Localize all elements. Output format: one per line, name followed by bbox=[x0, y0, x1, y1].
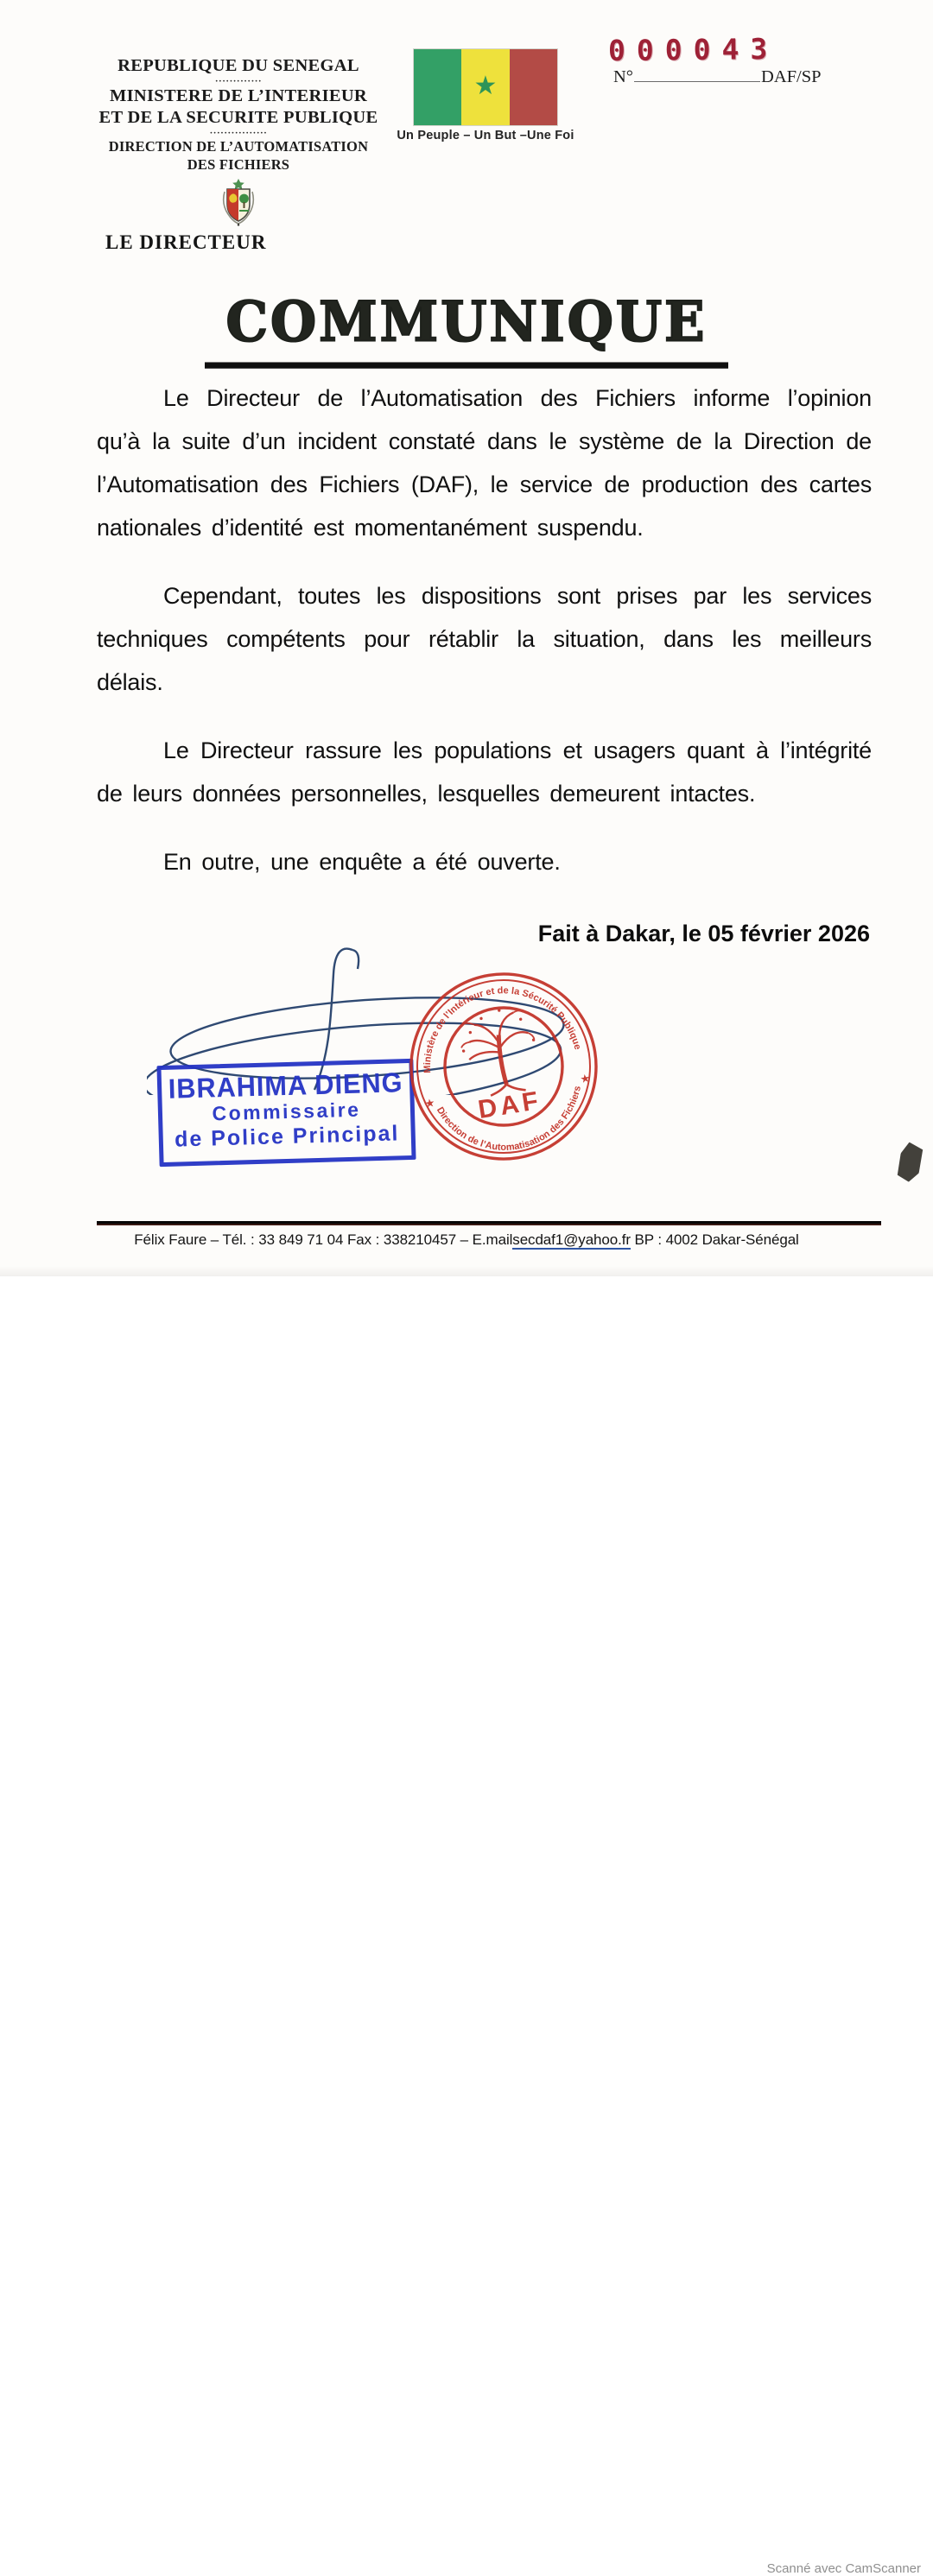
footer-text-before-email: Félix Faure – Tél. : 33 849 71 04 Fax : 338210457 – E.mail bbox=[134, 1231, 513, 1248]
document-title-wrap bbox=[0, 292, 933, 367]
letter-body bbox=[97, 377, 872, 947]
body-paragraph: En outre, une enquête a été ouverte. bbox=[163, 849, 561, 875]
document-title: COMMUNIQUE bbox=[205, 290, 727, 368]
round-stamp-arc-top: Ministère de l’Intérieur et de la Sécurité Publique bbox=[422, 985, 583, 1073]
footer-email-link[interactable]: secdaf1@yahoo.fr bbox=[512, 1231, 631, 1248]
senegal-flag-icon bbox=[414, 49, 557, 125]
scan-bottom-shadow bbox=[0, 1266, 933, 1276]
body-paragraph: Le Directeur rassure les populations et usagers quant à l’intégrité de leurs données personnelles, lesquelles demeurent intactes. bbox=[97, 737, 872, 807]
letterhead-org-block bbox=[65, 55, 412, 231]
footer-contact-line bbox=[0, 1231, 933, 1249]
body-paragraph: Le Directeur de l’Automatisation des Fichiers informe l’opinion qu’à la suite d’un incident constaté dans le système de la Direction de l’Automatisation des Fichiers (DAF), le service de production des cartes nationales d’identité est momentanément suspendu. bbox=[97, 385, 872, 541]
scan-smudge-artifact bbox=[893, 1141, 927, 1184]
camscanner-watermark: Scanné avec CamScanner bbox=[766, 2561, 921, 2576]
flag-yellow-band bbox=[461, 49, 509, 125]
coat-of-arms-icon bbox=[65, 178, 412, 231]
officer-name-stamp bbox=[156, 1059, 416, 1167]
dotted-separator: ················ bbox=[209, 128, 268, 138]
direction-line-2: DES FICHIERS bbox=[187, 156, 290, 173]
flag-star-icon: ★ bbox=[473, 71, 498, 100]
reference-number-line bbox=[613, 67, 822, 87]
serial-number-stamp: 000043 bbox=[607, 31, 779, 68]
officer-name: IBRAHIMA DIENG bbox=[168, 1066, 403, 1104]
round-stamp-arc-bottom: Direction de l’Automatisation des Fichiers bbox=[434, 1085, 583, 1153]
round-stamp-star-right: ★ bbox=[579, 1071, 592, 1086]
dotted-separator: ············· bbox=[214, 76, 263, 86]
reference-suffix: DAF/SP bbox=[761, 67, 822, 86]
direction-line-1: DIRECTION DE L’AUTOMATISATION bbox=[108, 138, 369, 155]
reference-prefix: N° bbox=[613, 67, 634, 86]
svg-text:Ministère de l’Intérieur et de bbox=[411, 974, 583, 1075]
officer-title-line-2: de Police Principal bbox=[174, 1121, 400, 1152]
footer-text-after-email: BP : 4002 Dakar-Sénégal bbox=[630, 1231, 799, 1248]
scanner-footer-band bbox=[0, 1276, 933, 2576]
ministry-line-2: ET DE LA SECURITE PUBLIQUE bbox=[98, 108, 378, 127]
footer-divider bbox=[97, 1221, 881, 1225]
dateline: Fait à Dakar, le 05 février 2026 bbox=[537, 921, 870, 946]
flag-motto: Un Peuple – Un But –Une Foi bbox=[397, 129, 574, 142]
blank-number-rule bbox=[634, 68, 760, 82]
republic-line: REPUBLIQUE DU SENEGAL bbox=[117, 56, 359, 75]
body-paragraph: Cependant, toutes les dispositions sont prises par les services techniques compétents pour rétablir la situation, dans les meilleurs délais. bbox=[97, 583, 872, 695]
flag-red-band bbox=[510, 49, 557, 125]
director-heading: LE DIRECTEUR bbox=[105, 231, 267, 253]
round-stamp-center-label: DAF bbox=[476, 1085, 544, 1124]
ministry-line-1: MINISTERE DE L’INTERIEUR bbox=[109, 86, 368, 105]
officer-title-line-1: Commissaire bbox=[212, 1098, 361, 1125]
round-stamp-star-left: ★ bbox=[423, 1096, 436, 1111]
flag-green-band bbox=[414, 49, 461, 125]
daf-round-stamp bbox=[388, 951, 619, 1182]
